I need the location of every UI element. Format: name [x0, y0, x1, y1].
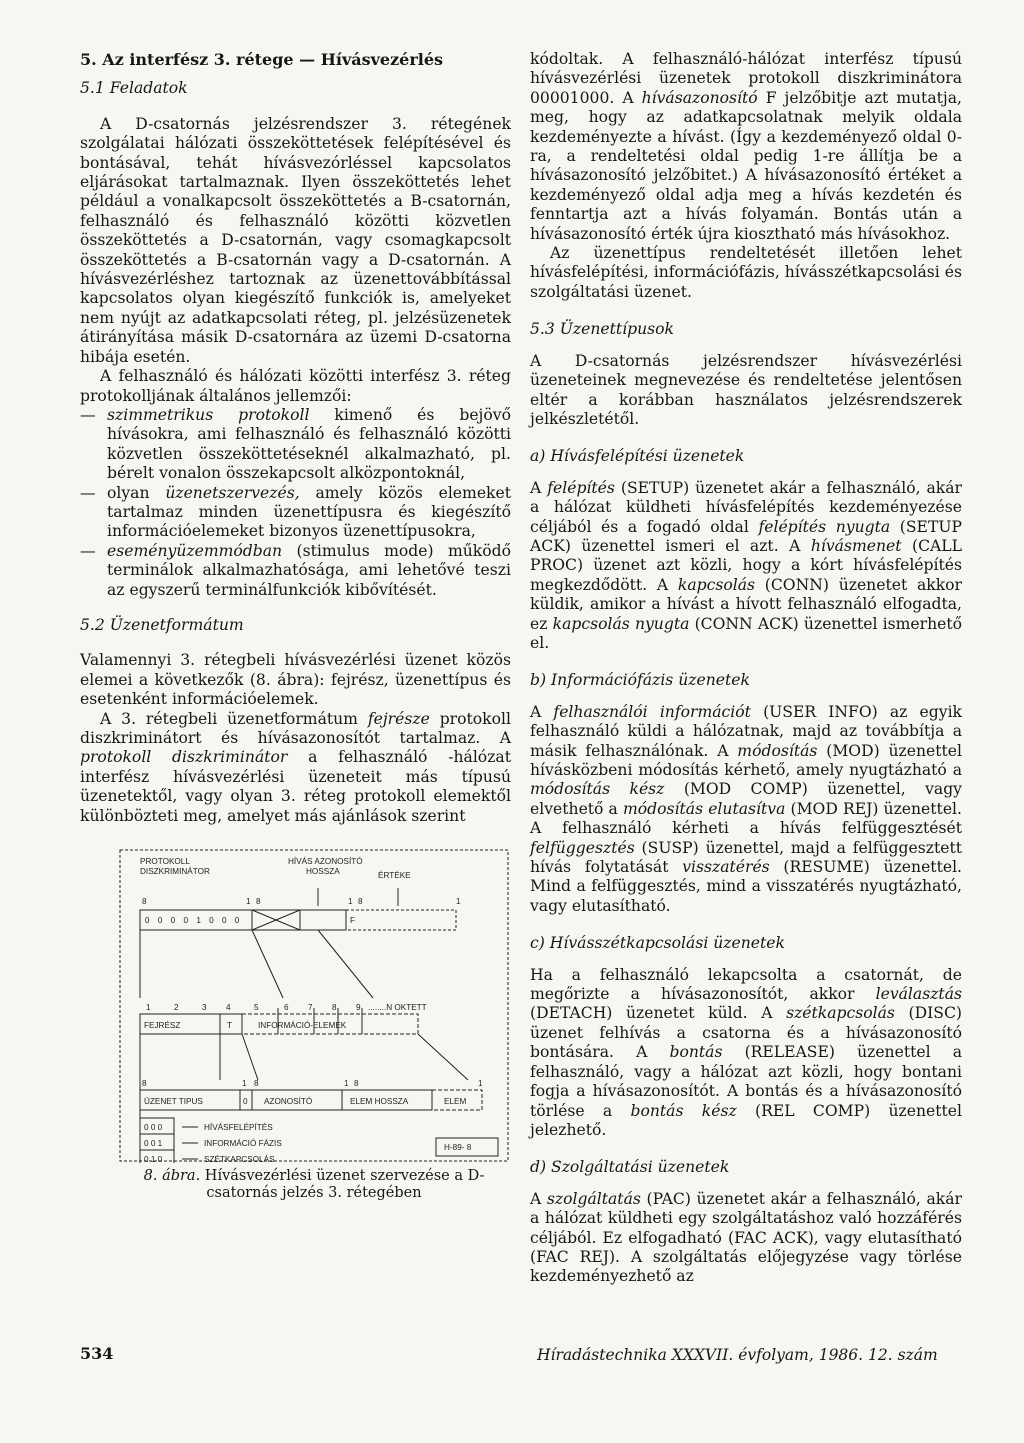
term: kapcsolás nyugta [552, 614, 690, 633]
text-run: (DETACH) üzenetet küld. A [530, 1004, 787, 1023]
text-run: (CONN) üzenetet akkor küldik, amikor a hívást a hívott felhasználó elfogadta, ez [530, 575, 963, 633]
bit-label: 8 [256, 897, 261, 906]
text-run: (RESUME) üzenettel. Mind a felfüggesztés, mind a visszatérés nyugtázható, vagy elutasítható. [530, 858, 963, 915]
octet-count: ........N OKTETT [368, 1003, 427, 1012]
subsection-a: a) Hívásfelépítési üzenetek [530, 447, 745, 466]
term: felépítés [547, 478, 615, 497]
list-item-text: amely közös elemeket tartalmaz minden üzenettípusra és kiegészítő információelemeket bizonyos üzenettípusokra, [107, 483, 511, 541]
feature-list [80, 406, 511, 600]
text-run: (CALL PROC) üzenet azt közli, hogy a kórt hívásfelépítés megkezdődött. A [530, 536, 962, 594]
term: szimmetrikus protokoll [107, 405, 310, 424]
term: hívásazonosító [641, 88, 758, 107]
bit-label: 8 [358, 897, 363, 906]
term: felhasználói információt [553, 702, 751, 721]
term: bontás [669, 1043, 723, 1062]
term: protokoll diszkriminátor [80, 748, 288, 767]
term: bontás kész [630, 1101, 737, 1120]
term: módosítás elutasítva [622, 799, 786, 818]
message-format-diagram [118, 848, 510, 1163]
text-run: (SUSP) üzenettel, majd a felfüggesztett hívás folytatását [530, 838, 962, 877]
bit-label: 1 [344, 1079, 349, 1088]
bit-label: 1 [246, 897, 251, 906]
code-bits: 0 0 0 [144, 1123, 163, 1132]
flag-bit: F [350, 916, 356, 925]
code-bits: 0 0 1 [144, 1139, 163, 1148]
paragraph-service [530, 1190, 962, 1287]
bit-label: 1 [456, 897, 461, 906]
bit-label: 1 [242, 1079, 247, 1088]
text-run: (RELEASE) üzenettel a felhasználó, vagy a hálózat azt közli, hogy bontani fogja a hívásazonosítót. A bontás és a hívásazonosító törlése a [530, 1043, 962, 1120]
octet-number: 3 [202, 1003, 207, 1012]
type-label: T [227, 1021, 233, 1030]
paragraph-disconnect [530, 966, 962, 1141]
text-run: F jelzőbitje azt mutatja, meg, hogy az adatkapcsolatnak melyik oldala kezdeményezte a hívást. (Így a kezdeményező oldal 0-ra, a rendeltetési oldal pedig 1-re állítja be a hívásazonosító jelzőbitet.) A hívásazonosító értéket a kezdeményező oldal adja meg a hívás kezdetén és fenntartja azt a hívás folyamán. Bontás után a hívásazonosító érték újra kiosztható más hívásokhoz. [530, 88, 962, 243]
message-type-label: ÜZENET TIPUS [144, 1097, 203, 1106]
element-label: ELEM [444, 1097, 467, 1106]
bit-label: 1 [348, 897, 353, 906]
text-run: (PAC) üzenetet akár a felhasználó, akár a hálózat küldheti egy szolgáltatáshoz való hozzáférés céljából. Ez elfogadható (FAC ACK), vagy elutasítható (FAC REJ). A szolgáltatás előjegyzése vagy törlése kezdeményezhető az [530, 1189, 962, 1286]
header-label: FEJRÉSZ [144, 1021, 181, 1030]
bit-label: 8 [142, 1079, 147, 1088]
zero-bit: 0 [243, 1097, 248, 1106]
term: módosítás [737, 741, 818, 760]
label-protocol: PROTOKOLL [140, 857, 190, 866]
ca-field [300, 910, 346, 930]
paragraph-header [80, 710, 511, 826]
term: szétkapcsolás [786, 1004, 895, 1023]
list-item-text: kimenő és bejövő hívásokra, ami felhasználó és felhasználó közötti közvetlen összeköttetéseknél alkalmazható, pl. bérelt vonalon összekapcsolt alközpontoknál, [107, 405, 511, 483]
text-run: Ha a felhasználó lekapcsolta a csatornát, de megőrizte a hívásazonosítót, akkor [530, 965, 962, 1004]
octet-number: 4 [226, 1003, 231, 1012]
text-run: protokoll diszkriminátort és hívásazonosítót tartalmaz. A [80, 709, 511, 747]
paragraph-call-reference [530, 50, 962, 244]
text-run: A [530, 702, 554, 721]
bit-label: 8 [354, 1079, 359, 1088]
text-run: (USER INFO) az egyik felhasználó küldi a hálózatnak, majd az továbbítja a másik felhasználónak. A [530, 702, 963, 760]
paragraph-setup [530, 479, 962, 654]
code-bits: 0 1 0 [144, 1155, 163, 1163]
label-value: ÉRTÉKE [378, 871, 411, 880]
paragraph-message-types: A D-csatornás jelzésrendszer hívásvezérlési üzeneteinek megnevezése és rendeltetése jelentősen eltér a korábban használatos jelzésrendszerek jelkészletétől. [530, 351, 962, 428]
term: hívásmenet [810, 536, 902, 555]
element-length-label: ELEM HOSSZA [350, 1097, 409, 1106]
subsection-c: c) Hívásszétkapcsolási üzenetek [530, 934, 785, 953]
section-heading: 5. Az interfész 3. rétege — Hívásvezérlés [80, 50, 444, 69]
text-run: kódoltak. A felhasználó-hálózat interfész típusú hívásvezérlési üzenetek protokoll diszkriminátora 00001000. A [530, 50, 962, 107]
text-run: A [530, 1189, 547, 1208]
term: fejrésze [367, 709, 430, 728]
octet-number: 7 [308, 1003, 313, 1012]
list-item-text: (stimulus mode) működő terminálok alkalmazhatósága, ami lehetővé teszi az egyszerű terminálfunkciók kibővítését. [107, 541, 511, 599]
text-run: (REL COMP) üzenettel jelezhető. [530, 1101, 962, 1139]
text-run: (MOD COMP) üzenettel, vagy elvethető a [530, 780, 962, 818]
octet-number: 8 [332, 1003, 337, 1012]
text-run: (CONN ACK) üzenettel ismerhető el. [530, 614, 962, 652]
left-column [80, 50, 511, 826]
page-number: 534 [80, 1344, 114, 1363]
text-run: (DISC) üzenet felhívás a csatorna és a hívásazonosító bontására. A [530, 1004, 963, 1062]
paragraph-message-type: Az üzenettípus rendeltetését illetően lehet hívásfelépítési, információfázis, hívásszétkapcsolási és szolgáltatási üzenet. [530, 244, 962, 301]
octet-number: 5 [254, 1003, 259, 1012]
paragraph-tasks: A D-csatornás jelzésrendszer 3. rétegének szolgálatai hálózati összeköttetések felépítésével és bontásával, tehát hívásvezórléssel kapcsolatos eljárásokat tartalmaznak. Ilyen összeköttetés lehet például a vonalkapcsolt összeköttetés a B-csatornán, felhasználó és felhasználó közötti közvetlen összeköttetés a D-csatornán, vagy csomagkapcsolt összeköttetés a B-csatornán vagy a D-csatornán. A hívásvezérléshez tartoznak az üzenettovábbítással kapcsolatos olyan kiegészítő funkciók is, amelyeket nem nyújt az adatkapcsolati réteg, pl. jelzésüzenetek átirányítása másik D-csatornára az üzemi D-csatorna hibája esetén. [80, 114, 511, 366]
list-item [80, 406, 511, 484]
label-call-reference: HÍVÁS AZONOSÍTÓ [288, 857, 363, 866]
subsection-5-1: 5.1 Feladatok [80, 79, 188, 98]
term: üzenetszervezés, [165, 483, 300, 502]
code-name: SZÉTKAPCSOLÁS [204, 1155, 275, 1163]
bit-label: 1 [478, 1079, 483, 1088]
subsection-5-2: 5.2 Üzenetformátum [80, 615, 244, 634]
term: leválasztás [875, 985, 962, 1004]
octet-number: 1 [146, 1003, 151, 1012]
text-run: (SETUP) üzenetet akár a felhasználó, akár a hálózat küldheti hívásfelépítés kezdeményezése céljából és a fogadó oldal [530, 478, 962, 536]
label-discriminator: DISZKRIMINÁTOR [140, 867, 210, 876]
text-run: (MOD REJ) üzenettel. A felhasználó kérheti a hívás felfüggesztését [530, 799, 962, 838]
subsection-b: b) Információfázis üzenetek [530, 671, 750, 690]
bit-label: 8 [254, 1079, 259, 1088]
list-item [80, 542, 511, 600]
octet-number: 2 [174, 1003, 179, 1012]
caption-text: Hívásvezérlési üzenet szervezése a D-csatornás jelzés 3. rétegében [200, 1168, 485, 1201]
term: eseményüzemmódban [107, 541, 283, 560]
octet-number: 6 [284, 1003, 289, 1012]
subsection-5-3: 5.3 Üzenettípusok [530, 320, 674, 339]
code-name: HÍVÁSFELÉPÍTÉS [204, 1123, 273, 1132]
text-run: A [530, 478, 548, 497]
figure-caption [118, 1168, 510, 1202]
term: visszatérés [682, 858, 770, 877]
paragraph-info-phase [530, 703, 962, 916]
figure-reference: H-89- 8 [444, 1143, 472, 1152]
paragraph-protocol-features: A felhasználó és hálózati közötti interfész 3. réteg protokolljának általános jellemzői: [80, 367, 511, 405]
identifier-label: AZONOSÍTÓ [264, 1097, 313, 1106]
pd-bits: 0 0 0 0 1 0 0 0 [145, 916, 243, 925]
figure-message-format [118, 848, 510, 1163]
info-elements-label: INFORMÁCIÓ-ELEMEK [258, 1021, 347, 1030]
term: felfüggesztés [530, 838, 635, 857]
code-name: INFORMÁCIÓ FÁZIS [204, 1139, 282, 1148]
text-run: (MOD) üzenettel hívásközbeni módosítás kérhető, amely nyugtázható a [530, 741, 962, 779]
text-run: (SETUP ACK) üzenettel ismeri el azt. A [530, 517, 962, 555]
term: felépítés nyugta [758, 517, 891, 536]
term: módosítás kész [530, 780, 665, 799]
journal-footer: Híradástechnika XXXVII. évfolyam, 1986. 12. szám [537, 1346, 938, 1364]
caption-label: 8. ábra. [143, 1168, 201, 1184]
term: kapcsolás [677, 575, 756, 594]
label-length: HOSSZA [306, 867, 340, 876]
subsection-d: d) Szolgáltatási üzenetek [530, 1158, 730, 1177]
list-item [80, 484, 511, 542]
term: szolgáltatás [546, 1189, 641, 1208]
text-run: A 3. rétegbeli üzenetformátum [100, 709, 368, 728]
paragraph-message-elements: Valamennyi 3. rétegbeli hívásvezérlési üzenet közös elemei a következők (8. ábra): fejrész, üzenettípus és esetenként információelemek. [80, 651, 511, 709]
text-run: a felhasználó -hálózat interfész hívásvezérlési üzeneteit más típusú üzenetektől, vagy olyan 3. réteg protokoll elemektől különbözteti meg, amelyet más ajánlások szerint [80, 748, 511, 825]
list-item-text: olyan [107, 483, 166, 502]
right-column [530, 50, 962, 1287]
bit-label: 8 [142, 897, 147, 906]
octet-number: 9 [356, 1003, 361, 1012]
